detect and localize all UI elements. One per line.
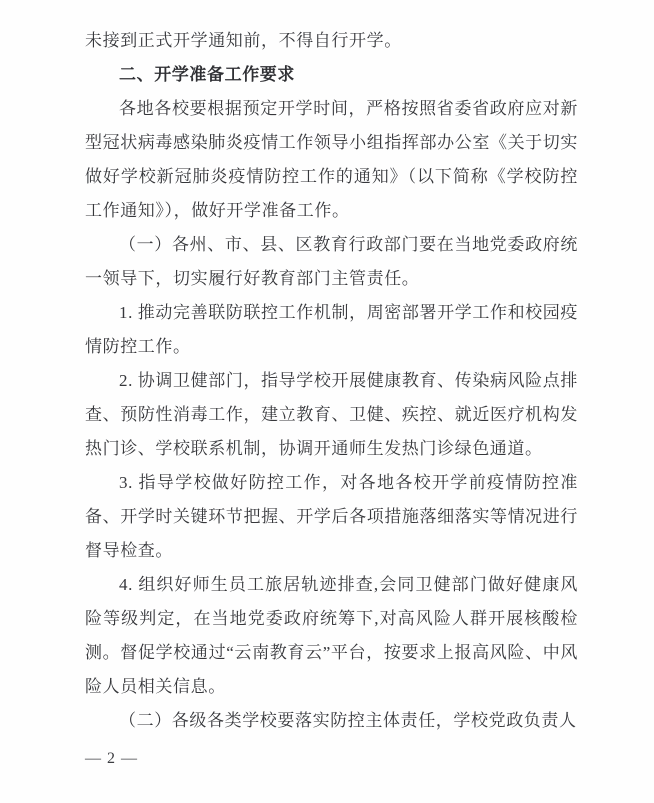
paragraph-continuation: 未接到正式开学通知前，不得自行开学。 xyxy=(85,31,402,50)
paragraph-sub-item-2: 2. 协调卫健部门，指导学校开展健康教育、传染病风险点排查、预防性消毒工作，建立教育、卫健、疾控、就近医疗机构发热门诊、学校联系机制，协调开通师生发热门诊绿色通道。 xyxy=(85,371,578,458)
document-body xyxy=(85,24,578,776)
paragraph-sub-item-1: 1. 推动完善联防联控工作机制，周密部署开学工作和校园疫情防控工作。 xyxy=(85,303,578,356)
paragraph-item-2: （二）各级各类学校要落实防控主体责任，学校党政负责人 xyxy=(119,711,577,730)
section-heading: 二、开学准备工作要求 xyxy=(119,65,295,84)
paragraph-sub-item-4: 4. 组织好师生员工旅居轨迹排查,会同卫健部门做好健康风险等级判定，在当地党委政府统筹下,对高风险人群开展核酸检测。督促学校通过“云南教育云”平台，按要求上报高风险、中风险人员相关信息。 xyxy=(85,575,578,696)
paragraph-sub-item-3: 3. 指导学校做好防控工作，对各地各校开学前疫情防控准备、开学时关键环节把握、开学后各项措施落细落实等情况进行督导检查。 xyxy=(85,473,578,560)
paragraph-item-1: （一）各州、市、县、区教育行政部门要在当地党委政府统一领导下，切实履行好教育部门主管责任。 xyxy=(85,235,578,288)
paragraph-intro: 各地各校要根据预定开学时间，严格按照省委省政府应对新型冠状病毒感染肺炎疫情工作领导小组指挥部办公室《关于切实做好学校新冠肺炎疫情防控工作的通知》（以下简称《学校防控工作通知》），做好开学准备工作。 xyxy=(85,99,578,220)
page-number: — 2 — xyxy=(85,750,138,767)
